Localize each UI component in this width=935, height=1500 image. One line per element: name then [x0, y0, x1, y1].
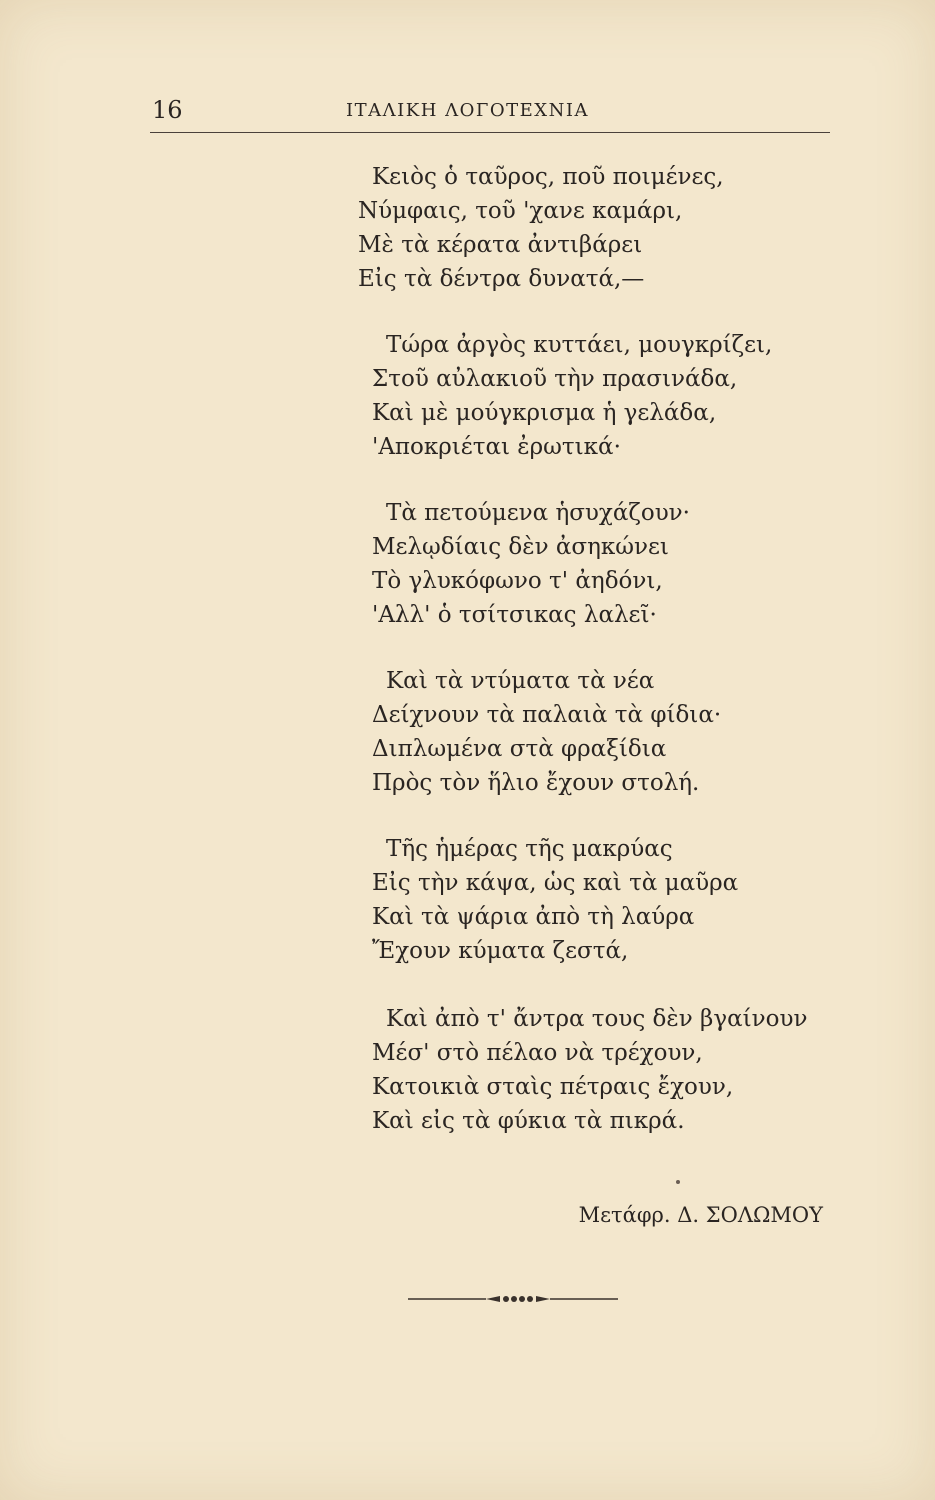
poem-line: 'Αλλ' ὁ τσίτσικας λαλεῖ·: [372, 602, 657, 628]
header-rule: [150, 132, 830, 133]
ornament-divider: [408, 1292, 618, 1306]
poem-line: 'Αποκριέται ἐρωτικά·: [372, 434, 621, 460]
page-number: 16: [152, 96, 183, 124]
poem-line: Μέσ' στὸ πέλαο νὰ τρέχουν,: [372, 1040, 703, 1066]
poem-line: Μὲ τὰ κέρατα ἀντιβάρει: [358, 232, 643, 258]
poem-line: Καὶ ἀπὸ τ' ἄντρα τους δὲν βγαίνουν: [386, 1006, 808, 1032]
page-header: [0, 94, 935, 126]
poem-line: Τὰ πετούμενα ἡσυχάζουν·: [386, 500, 690, 526]
poem-line: Εἰς τὰ δέντρα δυνατά,—: [358, 266, 645, 292]
ink-mark: [676, 1180, 680, 1184]
running-head: ΙΤΑΛΙΚΗ ΛΟΓΟΤΕΧΝΙΑ: [346, 100, 589, 121]
poem-line: Κειὸς ὁ ταῦρος, ποῦ ποιμένες,: [372, 164, 724, 190]
translator-attribution: Μετάφρ. Δ. ΣΟΛΩΜΟΥ: [578, 1203, 823, 1227]
poem-line: Καὶ τὰ ψάρια ἀπὸ τὴ λαύρα: [372, 904, 695, 930]
poem-line: Τῆς ἡμέρας τῆς μακρύας: [386, 836, 673, 862]
poem-line: Καὶ τὰ ντύματα τὰ νέα: [386, 668, 655, 694]
poem-line: Πρὸς τὸν ἥλιο ἔχουν στολή.: [372, 770, 700, 796]
poem-line: Τώρα ἀργὸς κυττάει, μουγκρίζει,: [386, 332, 773, 358]
poem-line: Κατοικιὰ σταὶς πέτραις ἔχουν,: [372, 1074, 734, 1100]
poem-line: Διπλωμένα στὰ φραξίδια: [372, 736, 667, 762]
poem-line: Νύμφαις, τοῦ 'χανε καμάρι,: [358, 198, 683, 224]
poem-line: Καὶ εἰς τὰ φύκια τὰ πικρά.: [372, 1108, 685, 1134]
poem-line: Μελῳδίαις δὲν ἀσηκώνει: [372, 534, 669, 560]
poem-line: Τὸ γλυκόφωνο τ' ἀηδόνι,: [372, 568, 663, 594]
poem-line: Καὶ μὲ μούγκρισμα ἡ γελάδα,: [372, 400, 717, 426]
poem-line: Στοῦ αὐλακιοῦ τὴν πρασινάδα,: [372, 366, 738, 392]
poem-line: Εἰς τὴν κάψα, ὡς καὶ τὰ μαῦρα: [372, 870, 739, 896]
poem-line: Ἔχουν κύματα ζεστά,: [372, 938, 629, 964]
poem-line: Δείχνουν τὰ παλαιὰ τὰ φίδια·: [372, 702, 722, 728]
